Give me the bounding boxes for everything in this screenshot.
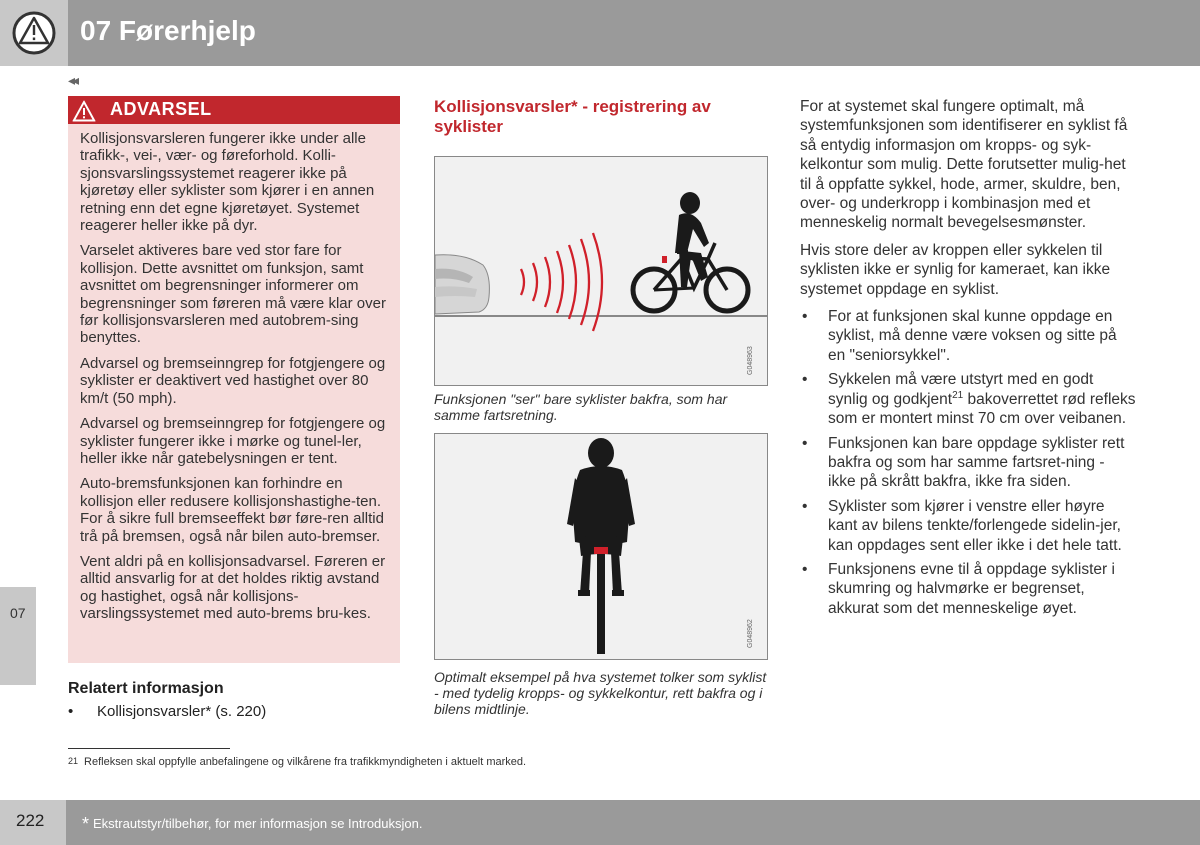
footnote-text: Refleksen skal oppfylle anbefalingene og vilkårene fra trafikkmyndigheten i aktuelt marked. (84, 756, 527, 768)
related-info-heading: Relatert informasjon (68, 680, 224, 697)
footnote-number: 21 (68, 756, 79, 766)
bullet: • (68, 703, 74, 720)
cyclist-rear-illustration (435, 434, 767, 659)
list-item (800, 307, 1136, 365)
figure-car-detecting-cyclist (434, 156, 768, 386)
warning-paragraph: Auto-bremsfunksjonen kan forhindre en kollisjon eller redusere kollisjonshastighe-ten. For å sikre full bremseeffekt bør føre-ren alltid trå på bremsen, også når bilen auto-bremser. (80, 475, 384, 545)
warning-paragraph: Vent aldri på en kollisjonsadvarsel. Føreren er alltid ansvarlig for at det holdes riktig avstand og hastighet, også når kollisjons-varslingssystemet med auto-brems bru-kes. (80, 552, 386, 623)
bullet: • (802, 371, 808, 389)
list-item-text: Funksjonens evne til å oppdage syklister i skumring og halvmørke er begrenset, akkurat som det menneskelige øyet. (828, 560, 1115, 617)
list-item-text: bakoverrettet rød refleks som er montert minst 70 cm over veibanen. (828, 390, 1136, 428)
car-and-cyclist-side-illustration (435, 157, 767, 385)
asterisk-icon: * (82, 814, 90, 834)
warning-triangle-icon (0, 0, 68, 66)
chapter-side-tab[interactable] (0, 587, 36, 685)
related-info-link-text[interactable]: Kollisjonsvarsler* (s. 220) (97, 703, 267, 720)
figure-cyclist-rear-view (434, 433, 768, 660)
right-column-text (800, 97, 1136, 623)
list-item (800, 497, 1136, 555)
list-item-text: Sykkelen må være utstyrt med en godt synlig og godkjent (828, 371, 1094, 408)
list-item (800, 370, 1136, 428)
list-item-text: For at funksjonen skal kunne oppdage en syklist, må denne være voksen og sitte på en "seniorsykkel". (828, 308, 1117, 364)
bullet: • (802, 308, 808, 326)
body-paragraph: For at systemet skal fungere optimalt, må systemfunksjonen som identifiserer en syklist få så entydig informasjon om kropps- og syk-kelkontur som mulig. Dette forutsetter mulig-het til å oppfatte sykkel, hode, armer, skuldre, ben, over- og underkropp i kombinasjon med et menneskelig normalt bevegelsesmønster. (800, 98, 1128, 232)
requirements-list (800, 307, 1136, 618)
back-navigation-link[interactable]: ◂◂ (68, 72, 77, 88)
warning-paragraph: Varselet aktiveres bare ved stor fare for kollisjon. Dette avsnittet om funksjon, samt avsnittet om begrensninger informerer om begrensninger som føreren må være klar over før kollisjonsvarsleren med autobrem-sing benyttes. (80, 242, 386, 347)
list-item-text: Syklister som kjører i venstre eller høyre kant av bilens tenkte/forlengede sidelin-jer, kan oppdages sent eller ikke i det hele tatt. (828, 497, 1122, 554)
footer-note (82, 814, 422, 835)
header-icon-box (0, 0, 68, 66)
body-paragraph: Hvis store deler av kroppen eller sykkelen til syklisten ikke er synlig for kameraet, kan ikke systemet oppdage en syklist. (800, 241, 1111, 298)
footnote-reference[interactable]: 21 (952, 389, 964, 401)
warning-paragraph: Advarsel og bremseinngrep for fotgjengere og syklister er deaktivert ved hastighet over 80 km/t (50 mph). (80, 354, 386, 407)
bullet: • (802, 560, 808, 578)
warning-paragraph: Advarsel og bremseinngrep for fotgjengere og syklister fungerer ikke i mørke og tunel-ler, heller ikke når gatebelysningen er tent. (80, 415, 386, 467)
bullet: • (802, 434, 808, 452)
list-item (800, 560, 1136, 618)
footer-note-text: Ekstrautstyr/tilbehør, for mer informasjon se Introduksjon. (93, 815, 423, 831)
list-item (800, 434, 1136, 492)
warning-body (80, 130, 392, 631)
related-info-link[interactable] (68, 703, 266, 720)
bullet: • (802, 497, 808, 515)
chapter-title: 07 Førerhjelp (80, 15, 256, 46)
warning-heading: ADVARSEL (110, 99, 212, 119)
chapter-side-tab-label: 07 (10, 605, 26, 621)
figure-caption: Funksjonen "ser" bare syklister bakfra, som har samme fartsretning. (434, 391, 728, 423)
footnote (68, 756, 526, 768)
figure-caption: Optimalt eksempel på hva systemet tolker som syklist - med tydelig kropps- og sykkelkontur, rett bakfra og i bilens midtlinje. (434, 669, 767, 717)
section-heading: Kollisjonsvarsler* - registrering av syklister (434, 97, 711, 136)
warning-triangle-icon (72, 99, 96, 123)
footnote-divider (68, 748, 230, 749)
page-number: 222 (16, 811, 45, 830)
warning-paragraph: Kollisjonsvarsleren fungerer ikke under alle trafikk-, vei-, vær- og føreforhold. Kolli-sjonsvarslingssystemet reagerer ikke på kjøretøy eller syklister som kjører i en annen retning enn det egne kjøretøyet. Systemet reagerer heller ikke på dyr. (80, 130, 375, 235)
list-item-text: Funksjonen kan bare oppdage syklister rett bakfra og som har samme fartsret-ning - ikke på skrått bakfra, ikke fra siden. (828, 434, 1125, 491)
figure-code: G048963 (747, 346, 754, 375)
figure-code: G048962 (747, 619, 754, 648)
